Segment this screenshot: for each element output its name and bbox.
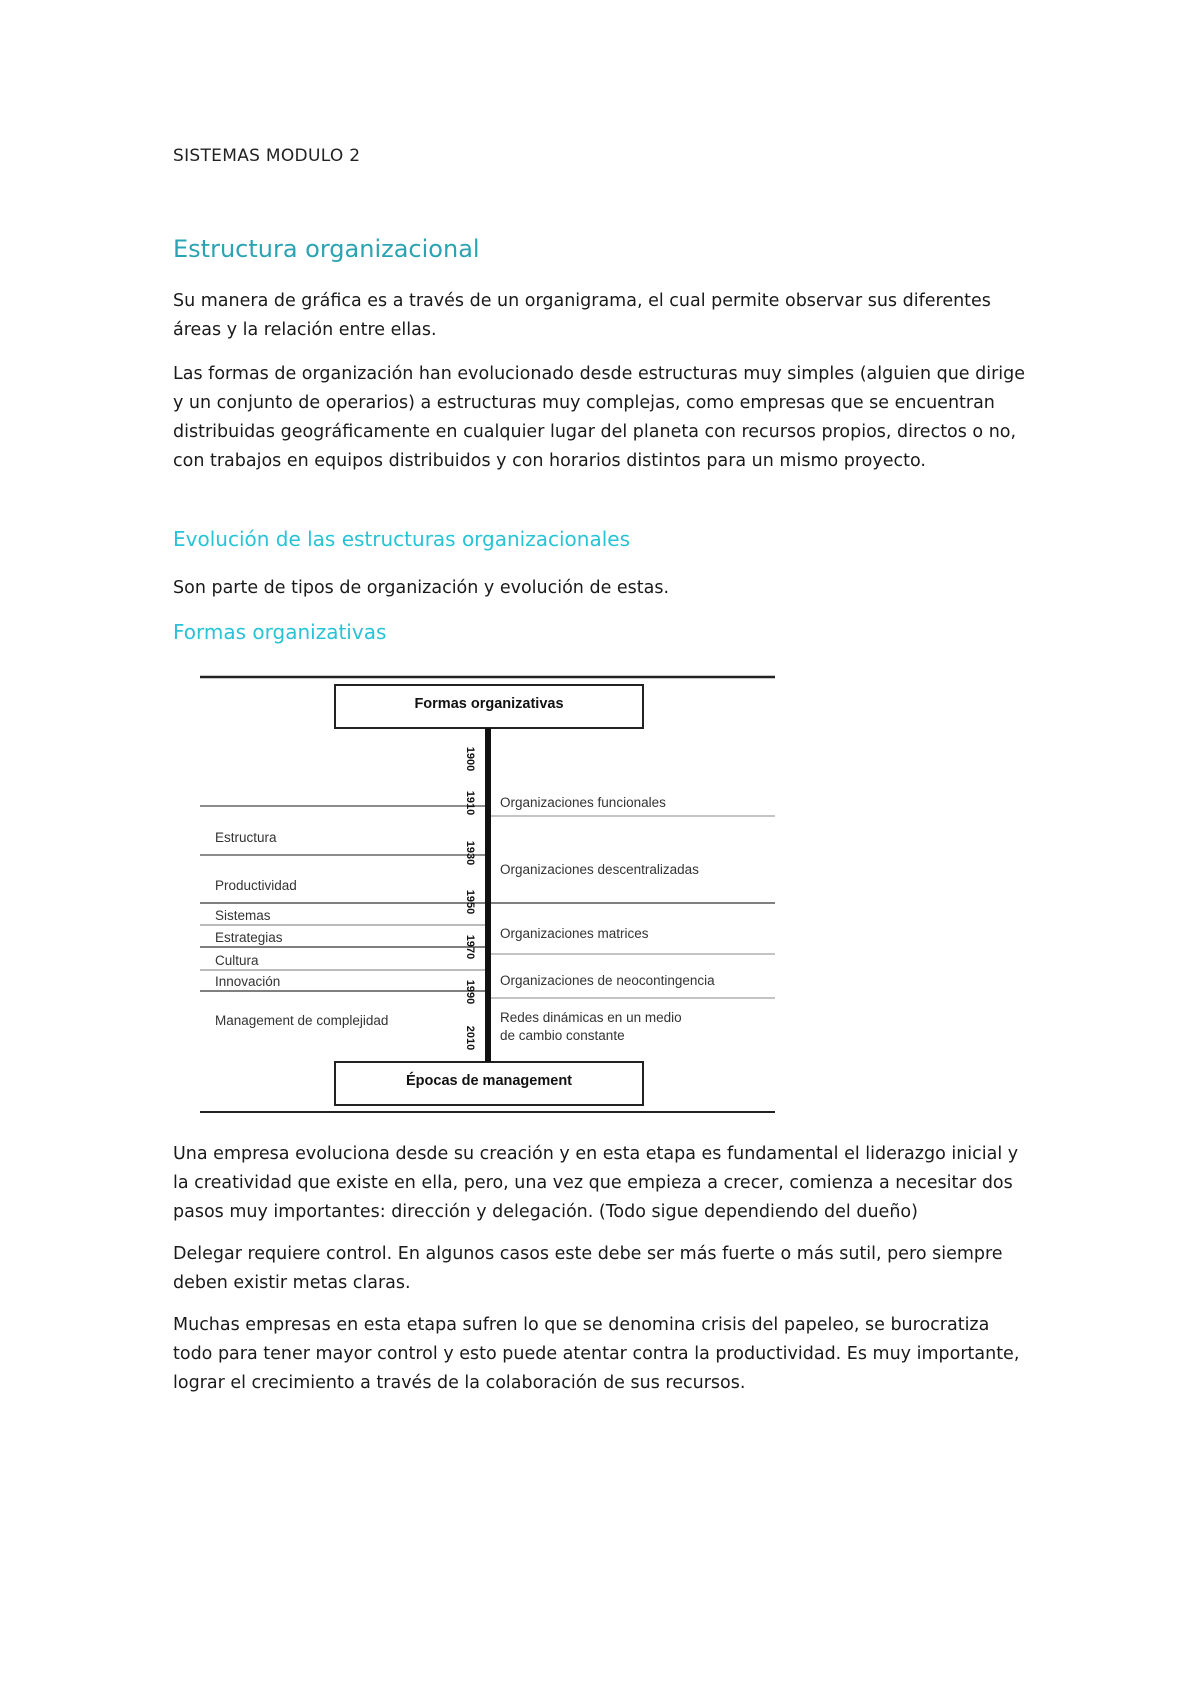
section-heading-evolucion: Evolución de las estructuras organizacionales: [173, 527, 630, 551]
right-item-funcionales: Organizaciones funcionales: [500, 795, 666, 810]
formas-organizativas-diagram: [200, 675, 780, 1115]
left-item-innovacion: Innovación: [215, 974, 281, 989]
left-item-cultura: Cultura: [215, 953, 259, 968]
year-label: 1990: [464, 979, 476, 1005]
year-label: 1900: [464, 746, 476, 772]
diagram-top-box-label: Formas organizativas: [414, 696, 564, 712]
year-label: 2010: [464, 1025, 476, 1051]
right-item-redes-line-1: Redes dinámicas en un medio: [500, 1010, 682, 1025]
right-item-descentralizadas: Organizaciones descentralizadas: [500, 862, 699, 877]
left-item-estructura: Estructura: [215, 830, 277, 845]
diagram-bottom-box-label: Épocas de management: [406, 1073, 572, 1089]
evolucion-paragraph: Son parte de tipos de organización y evolución de estas.: [173, 578, 670, 598]
year-label: 1970: [464, 934, 476, 960]
right-item-redes-line-2: de cambio constante: [500, 1028, 625, 1043]
left-item-productividad: Productividad: [215, 878, 297, 893]
intro-paragraph-2: Las formas de organización han evolucionado desde estructuras muy simples (alguien que dirige y un conjunto de operarios) a estructuras muy complejas, como empresas que se encuentran distribuidas geográficamente en cualquier lugar del planeta con recursos propios, directos o no, con trabajos en equipos distribuidos y con horarios distintos para un mismo proyecto.: [173, 364, 1026, 471]
diagram-lines: [200, 675, 780, 1115]
year-label: 1950: [464, 889, 476, 915]
left-item-sistemas: Sistemas: [215, 908, 271, 923]
right-item-matrices: Organizaciones matrices: [500, 926, 649, 941]
right-item-neocontingencia: Organizaciones de neocontingencia: [500, 973, 715, 988]
page-title: Estructura organizacional: [173, 235, 480, 263]
document-header: SISTEMAS MODULO 2: [173, 146, 361, 166]
year-label: 1910: [464, 790, 476, 816]
closing-paragraph-3: Muchas empresas en esta etapa sufren lo que se denomina crisis del papeleo, se burocratiza todo para tener mayor control y esto puede atentar contra la productividad. Es muy importante, lograr el crecimiento a través de la colaboración de sus recursos.: [173, 1315, 1020, 1393]
year-label: 1930: [464, 840, 476, 866]
intro-paragraph-1: Su manera de gráfica es a través de un organigrama, el cual permite observar sus diferentes áreas y la relación entre ellas.: [173, 291, 991, 340]
closing-paragraph-2: Delegar requiere control. En algunos casos este debe ser más fuerte o más sutil, pero siempre deben existir metas claras.: [173, 1244, 1003, 1293]
section-heading-formas: Formas organizativas: [173, 620, 387, 644]
left-item-estrategias: Estrategias: [215, 930, 283, 945]
closing-paragraph-1: Una empresa evoluciona desde su creación y en esta etapa es fundamental el liderazgo inicial y la creatividad que existe en ella, pero, una vez que empieza a crecer, comienza a necesitar dos pasos muy importantes: dirección y delegación. (Todo sigue dependiendo del dueño): [173, 1144, 1019, 1222]
left-item-management: Management de complejidad: [215, 1013, 389, 1028]
